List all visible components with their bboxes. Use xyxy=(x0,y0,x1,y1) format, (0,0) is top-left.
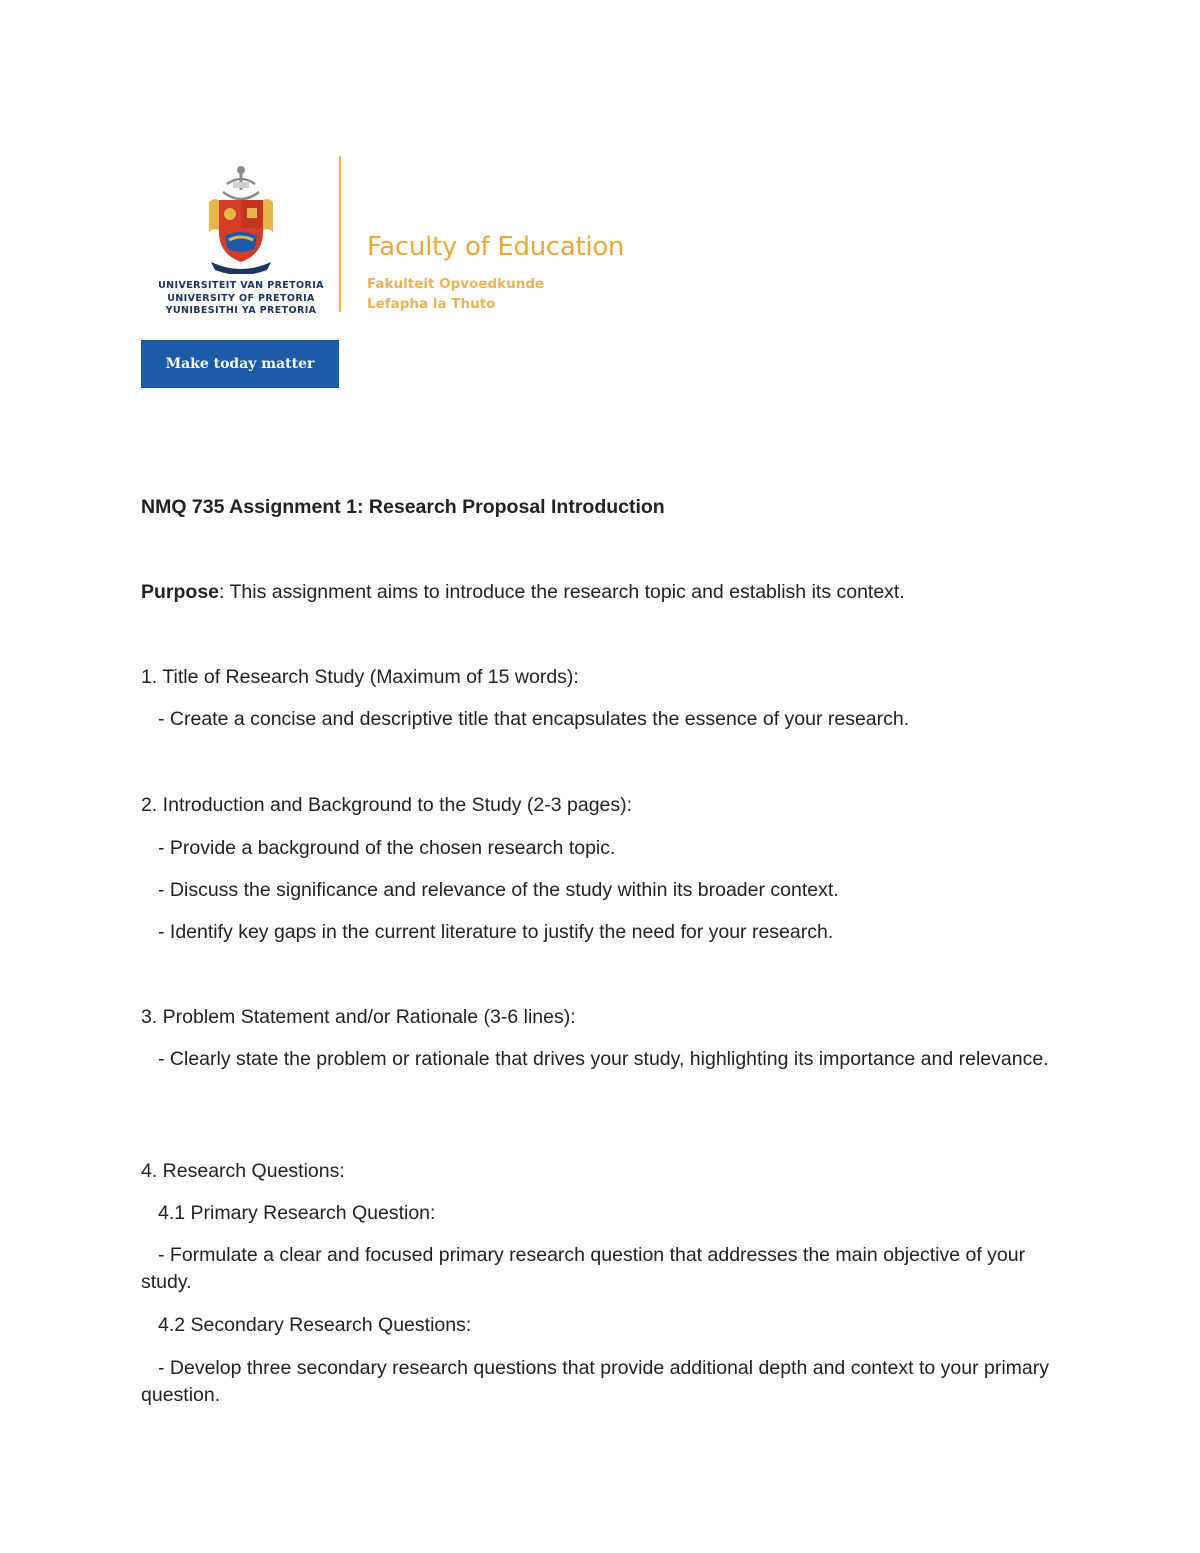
secondary-questions-heading: 4.2 Secondary Research Questions: xyxy=(158,1314,472,1336)
section-3-heading: 3. Problem Statement and/or Rationale (3-6 lines): xyxy=(141,1006,576,1028)
purpose-text: : This assignment aims to introduce the research topic and establish its context. xyxy=(219,581,905,603)
section-1-item: - Create a concise and descriptive title that encapsulates the essence of your research. xyxy=(158,708,910,730)
university-crest-icon xyxy=(205,162,277,274)
faculty-title: Faculty of Education xyxy=(367,232,625,262)
university-name-english: UNIVERSITY OF PRETORIA xyxy=(167,292,315,304)
secondary-questions-item: - Develop three secondary research questions that provide additional depth and context to your primary question. xyxy=(141,1357,1050,1406)
section-3-item: - Clearly state the problem or rationale that drives your study, highlighting its importance and relevance. xyxy=(158,1048,1049,1070)
section-2-heading: 2. Introduction and Background to the Study (2-3 pages): xyxy=(141,794,633,816)
purpose-label: Purpose xyxy=(141,581,220,603)
faculty-subtitle-sepedi: Lefapha la Thuto xyxy=(367,296,496,312)
document-title: NMQ 735 Assignment 1: Research Proposal Introduction xyxy=(141,496,665,518)
tagline-banner: Make today matter xyxy=(141,340,339,388)
section-4-heading: 4. Research Questions: xyxy=(141,1160,345,1182)
university-name-sepedi: YUNIBESITHI YA PRETORIA xyxy=(165,305,317,316)
primary-question-heading: 4.1 Primary Research Question: xyxy=(158,1202,436,1224)
section-1-heading: 1. Title of Research Study (Maximum of 15 words): xyxy=(141,666,579,688)
faculty-logo-header xyxy=(141,156,661,396)
university-name-afrikaans: UNIVERSITEIT VAN PRETORIA xyxy=(158,280,324,291)
section-2-item: - Provide a background of the chosen research topic. xyxy=(158,837,616,859)
section-2-item: - Identify key gaps in the current literature to justify the need for your research. xyxy=(158,921,834,943)
section-2-item: - Discuss the significance and relevance of the study within its broader context. xyxy=(158,879,839,901)
university-names xyxy=(141,280,341,318)
logo-divider xyxy=(339,156,341,312)
faculty-subtitle-afrikaans: Fakulteit Opvoedkunde xyxy=(367,276,545,292)
primary-question-item: - Formulate a clear and focused primary research question that addresses the main objective of your study. xyxy=(141,1244,1026,1293)
purpose-paragraph xyxy=(141,579,1061,606)
